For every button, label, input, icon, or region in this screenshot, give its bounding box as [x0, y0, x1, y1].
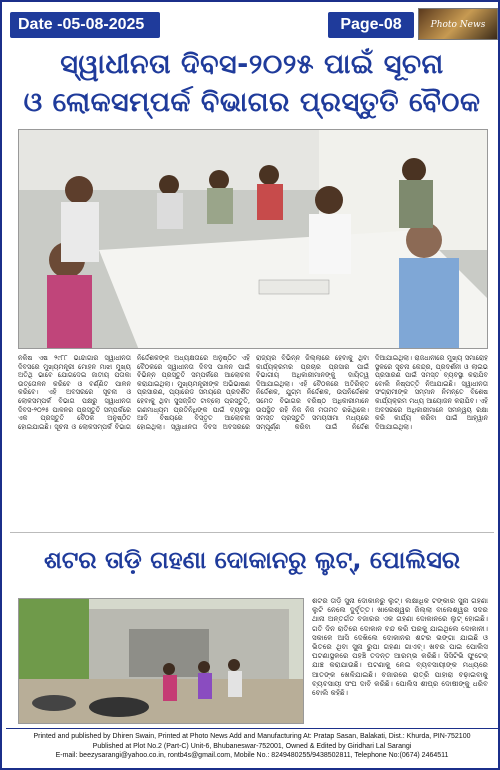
page-number-label: Page-08 [328, 12, 414, 38]
story2-body: ଶଟର ତାଡ଼ି ସୁନା ଦୋକାନରୁ ଲୁଟ୍। ଲକ୍ଷାଧିକ ଟଙ୍କାର ସୁନା ଗହଣା ଲୁଟି ନେଲେ ଦୁର୍ବୃତ୍ତ। ଖାଲେଶ୍ୱର ଜିଲ୍ଲା ବାଲେଶ୍ୱର ସଦର ଥାନା ଅନ୍ତର୍ଗତ ବଜାରର ଏକ ଗହଣା ଦୋକାନରେ ଲୁଟ୍ ହୋଇଛି। ଗତି ଦିନ ରାତିରେ ଦୋକାନ ବନ୍ଦ କରି ଘରକୁ ଯାଇଥିଲେ ଦୋକାନୀ। ସକାଳେ ଆସି ଦେଖିଲେ ଦୋକାନର ଶଟର ଭଙ୍ଗା ଯାଇଛି ଓ ଭିତରେ ଥିବା ସୁନା ରୁପା ଗହଣା ଗାଏବ୍। ଖବର ପାଇ ପୋଲିସ ଘଟଣାସ୍ଥଳରେ ପହଞ୍ଚି ତଦନ୍ତ ଆରମ୍ଭ କରିଛି। ସିସିଟିଭି ଫୁଟେଜ୍ ଯାଞ୍ଚ କରାଯାଉଛି। ଘଟଣାକୁ ନେଇ ବ୍ୟବସାୟୀଙ୍କ ମଧ୍ୟରେ ଆତଙ୍କ ଖେଳିଯାଇଛି। ବଜାରରେ ରାତ୍ରି ପାହାରା ବଢ଼ାଇବାକୁ ବ୍ୟବସାୟୀ ସଂଘ ଦାବି କରିଛି। ପୋଲିସ ଶୀଘ୍ର ଦୋଷୀଙ୍କୁ ଧରିବ ବୋଲି କହିଛି। [312, 596, 488, 698]
footer-line2: Published at Plot No.2 (Part-C) Unit-6, Bhubaneswar-752001, Owned & Edited by Giridhari Lal Sarangi [92, 742, 412, 750]
publication-logo: Photo News Times [418, 8, 498, 40]
date-label: Date -05-08-2025 [10, 12, 160, 38]
meeting-photo [18, 129, 488, 349]
story1-headline-line2: ଓ ଲୋକସମ୍ପର୍କ ବିଭାଗର ପ୍ରସ୍ତୁତି ବୈଠକ [23, 87, 481, 118]
footer-line3: E-mail: beezysarangi@yahoo.co.in, rontb4s@gmail.com, Mobile No.: 8249480255/9438502811, Telephone No:(0674) 2464511 [55, 752, 449, 759]
street-photo [18, 598, 304, 724]
story2-article [312, 596, 488, 726]
story1-article [18, 354, 488, 526]
story1-body: ନକିଷ ଏଷ ୨୯୮୮ ଭାନ୍ଦାଗାର ସ୍ୱାଧୀନତା ଦିବସରେ ମୁଖ୍ୟମନ୍ତ୍ରୀ ମୋହନ ମାଝୀ ମୁଖ୍ୟ ଅତିଥି ଭାବେ ଯୋଗଦେଇ ଜାତୀୟ ପତାକା ଉତ୍ତୋଳନ କରିବେ ଓ ବର୍ଣ୍ଣିତ ପାଳନ କରିବେ। ଏହି ଅବସରରେ ସୂଚନା ଓ ଲୋକସମ୍ପର୍କ ବିଭାଗ ପକ୍ଷରୁ ସ୍ୱାଧୀନତା ଦିବସ-୨୦୨୫ ପାଳନର ପ୍ରସ୍ତୁତି ସମ୍ପର୍କରେ ଏକ ପ୍ରସ୍ତୁତି ବୈଠକ ଅନୁଷ୍ଠିତ ହୋଇଯାଇଛି। ସୂଚନା ଓ ଲୋକସମ୍ପର୍କ ବିଭାଗ ନିର୍ଦ୍ଦେଶକଙ୍କ ଅଧ୍ୟକ୍ଷତାରେ ଅନୁଷ୍ଠିତ ଏହି ବୈଠକରେ ସ୍ୱାଧୀନତା ଦିବସ ପାଳନ ପାଇଁ ବିଭିନ୍ନ ପ୍ରସ୍ତୁତି ସମ୍ପର୍କରେ ଆଲୋଚନା କରାଯାଇଥିଲା। ମୁଖ୍ୟମନ୍ତ୍ରୀଙ୍କ ଅଭିଭାଷଣ ପ୍ରସାରଣ, ପ୍ୟାରେଡ ସମୟରେ ପ୍ରଦର୍ଶିତ ହେବାକୁ ଥିବା ସୁସଜ୍ଜିତ ଟାବ୍ଲୋ ପ୍ରସ୍ତୁତି, ଗଣମାଧ୍ୟମ ପ୍ରତିନିଧିଙ୍କ ପାଇଁ ବ୍ୟବସ୍ଥା ଆଦି ବିଷୟରେ ବିସ୍ତୃତ ଆଲୋଚନା ହୋଇଥିଲା। ସ୍ୱାଧୀନତା ଦିବସ ଅବସରରେ ରାଜ୍ୟର ବିଭିନ୍ନ ଜିଲ୍ଲାରେ ହେବାକୁ ଥିବା କାର୍ଯ୍ୟକ୍ରମର ପ୍ରଚାର ପ୍ରସାର ପାଇଁ ବିଭାଗୀୟ ଅଧିକାରୀମାନଙ୍କୁ ଦାୟିତ୍ୱ ଦିଆଯାଇଥିଲା। ଏହି ବୈଠକରେ ଅତିରିକ୍ତ ନିର୍ଦ୍ଦେଶକ, ଯୁଗ୍ମ ନିର୍ଦ୍ଦେଶକ, ଉପନିର୍ଦ୍ଦେଶକ ସମେତ ବିଭାଗର ବରିଷ୍ଠ ଅଧିକାରୀମାନେ ଉପସ୍ଥିତ ରହି ନିଜ ନିଜ ମତାମତ ରଖିଥିଲେ। ସମସ୍ତ ପ୍ରସ୍ତୁତି ସମୟସୀମା ମଧ୍ୟରେ ସମ୍ପୂର୍ଣ୍ଣ କରିବା ପାଇଁ ନିର୍ଦ୍ଦେଶ ଦିଆଯାଇଥିଲା। ରାଜଧାନୀରେ ମୁଖ୍ୟ ସମାରୋହ ସ୍ଥଳରେ ସୂଚନା କେନ୍ଦ୍ର, ପ୍ରଦର୍ଶନୀ ଓ ଲାଇଭ ପ୍ରସାରଣ ପାଇଁ ସମସ୍ତ ବ୍ୟବସ୍ଥା କରାଯିବ ବୋଲି ନିଷ୍ପତ୍ତି ନିଆଯାଇଛି। ସ୍ୱାଧୀନତା ସଂଗ୍ରାମୀଙ୍କ ସମ୍ମାନ ନିମନ୍ତେ ବିଶେଷ କାର୍ଯ୍ୟକ୍ରମ ମଧ୍ୟ ଆୟୋଜନ କରାଯିବ। ଏହି ଅବସରରେ ଅଧିକାରୀମାନେ ସମନ୍ୱୟ ରକ୍ଷା କରି କାର୍ଯ୍ୟ କରିବା ପାଇଁ ଆହ୍ୱାନ ଦିଆଯାଇଥିଲା। [18, 354, 488, 431]
street-photo-illustration [19, 599, 304, 724]
footer-line1: Printed and published by Dhiren Swain, Printed at Photo News Add and Manufacturing At: Pratap Sasan, Balakati, Dist.: Khurda, PIN-752100 [33, 733, 471, 740]
masthead [6, 8, 498, 62]
story1-headline-line1: ସ୍ୱାଧୀନତା ଦିବସ-୨୦୨୫ ପାଇଁ ସୂଚନା [60, 49, 444, 80]
meeting-photo-illustration [19, 130, 488, 349]
story1-headline [10, 46, 494, 122]
imprint-footer [6, 728, 498, 768]
story2-headline: ଶଟର ତାଡ଼ି ଗହଣା ଦୋକାନରୁ ଲୁଟ୍, ପୋଲିସର [10, 532, 494, 586]
